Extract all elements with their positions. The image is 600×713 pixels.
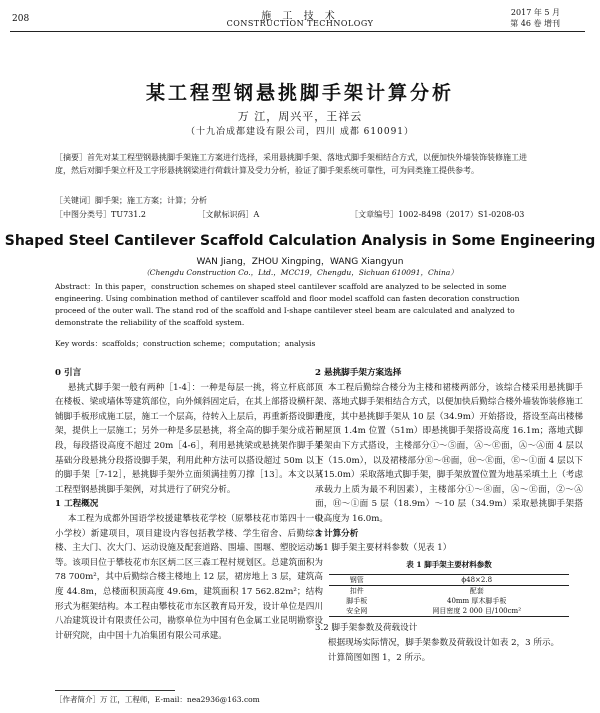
- right-column: [315, 366, 583, 665]
- section2-paragraph: 本工程后勤综合楼分为主楼和裙楼两部分，该综合楼采用悬挑脚手架、落地式脚手架相结合方式，以便加快后勤综合楼外墙装饰装修施工进度，其中悬挑脚手架从 10 层（34.9m）开始搭设，搭设至高出楼梯间屋顶 1.4m 位置（51m）即悬挑脚手架搭设高度 16.1m；落地式脚手架由下方式搭设，主楼部分①～⑤面，Ⓐ～Ⓔ面，Ⓐ～Ⓐ面 4 层以下（15.0m），以及裙楼部分Ⓔ～Ⓗ面，Ⓗ～Ⓔ面，Ⓔ～①面 4 层以下（15.0m）采取落地式脚手架，脚手架放置位置为地基采填土上（考虑承载力上质为最不利因素），主楼部分①～⑧面，Ⓐ～Ⓔ面，②～Ⓐ面，Ⓗ～①面 5 层（18.9m）～10 层（34.9m）采取悬挑脚手架搭设高度为 16.0m。: [315, 382, 583, 524]
- table-cell: 钢管: [329, 575, 384, 586]
- table-cell: 脚手板: [346, 597, 368, 606]
- table1-caption: 表 1 脚手架主要材料参数: [406, 559, 492, 569]
- table-cell: 网目密度 2 000 目/100cm²: [384, 606, 569, 617]
- page-number: 208: [12, 14, 30, 24]
- table-cell: 配套: [469, 587, 484, 596]
- paper-title-en: Shaped Steel Cantilever Scaffold Calculation Analysis in Some Engineering: [4, 233, 596, 249]
- section31-heading: 3.1 脚手架主要材料参数（见表 1）: [315, 543, 452, 554]
- authors-en: WAN Jiang，ZHOU Xingping，WANG Xiangyun: [196, 257, 404, 267]
- section32-paragraph: 根据现场实际情况，脚手架参数及荷载设计如表 2，3 所示。: [327, 637, 560, 648]
- header-rule: [10, 31, 585, 32]
- authors: 万 江，周兴平，王祥云: [237, 110, 363, 123]
- issue-date: 2017 年 5 月: [510, 8, 560, 17]
- section32-paragraph-2: 计算简图如图 1，2 所示。: [327, 652, 431, 663]
- clc-number: ［中图分类号］TU731.2: [55, 210, 146, 219]
- section3-heading: 3 计算分析: [315, 528, 359, 539]
- keywords-cn: ［关键词］脚手架；施工方案；计算；分析: [55, 196, 207, 205]
- section1-paragraph: 本工程为成都外国语学校援建攀枝花学校（原攀枝花市第四十一中小学校）新建项目，项目建设内容包括教学楼、学生宿舍、后勤综合楼、主大门、次大门、运动设施及配套道路、围墙、围堰、塑胶运动场等。该项目位于攀枝花市东区炳二区三森工程村规划区。总建筑面积为 78 700m²，其中后勤综合楼主楼地上 12 层，裙房地上 3 层，建筑高度 44.8m，总楼面积顶高度 49.6m，建筑面积 17 562.82m²；结构形式为框架结构。本工程由攀枝花市东区教育局开发，设计单位是四川八冶建筑设计有限责任公司，勘察单位为中国有色金属工业昆明勘察设计研究院，由中国十九冶集团有限公司承建。: [55, 513, 323, 641]
- page-header: [0, 0, 600, 34]
- table-cell: 安全网: [329, 606, 384, 617]
- table-row: [329, 586, 569, 597]
- table-cell: 扣件: [349, 587, 364, 596]
- abstract-cn: ［摘要］首先对某工程型钢悬挑脚手架施工方案进行选择，采用悬挑脚手架、落地式脚手架相结合方式，以便加快外墙装饰装修施工进度，然后对脚手架立杆及工字形悬挑钢梁进行荷载计算及受力分析，验证了脚手架系统可靠性，可为同类施工提供参考。: [55, 153, 527, 175]
- section1-heading: 1 工程概况: [55, 499, 99, 510]
- issue-volume: 第 46 卷 增刊: [510, 19, 560, 28]
- journal-name-en: CONSTRUCTION TECHNOLOGY: [226, 19, 374, 28]
- footnote-rule: [55, 690, 175, 691]
- table-cell: ϕ48×2.8: [384, 575, 569, 586]
- affiliation: （十九冶成都建设有限公司，四川 成都 610091）: [185, 127, 415, 137]
- journal-name-cn: 施 工 技 术: [261, 11, 339, 22]
- table-row: [329, 606, 569, 617]
- paper-title: 某工程型钢悬挑脚手架计算分析: [145, 82, 454, 104]
- classification-line: [55, 208, 541, 221]
- intro-heading: 0 引言: [55, 368, 82, 378]
- intro-paragraph: 悬挑式脚手架一般有两种［1-4］：一种是每层一挑，将立杆底部顶在楼板、梁或墙体等建筑部位，向外倾斜固定后，在其上部搭设横杆、铺脚手板形成施工层，施工一个层高，待转入上层后，再重新搭设脚手架，提供上一层施工；另外一种是多层悬挑，将全高的脚手架分成若干段，每段搭设高度不超过 20m［4-6］，利用悬挑梁或悬挑架作脚手架基础分段悬挑分段搭设脚手架，利用此种方法可以搭设超过 50m 以上的脚手架［7-12］，悬挑脚手架外立面须满挂剪刀撑［13］。本文以某工程型钢悬挑脚手架例，对其进行了研究分析。: [55, 382, 323, 495]
- section32-heading: 3.2 脚手架参数及荷载设计: [315, 623, 418, 634]
- section2-heading: 2 悬挑脚手架方案选择: [315, 368, 402, 378]
- materials-table: [329, 574, 569, 617]
- document-code: ［文献标识码］A: [197, 210, 260, 219]
- article-number: ［文章编号］1002-8498（2017）S1-0208-03: [350, 210, 525, 219]
- keywords-en: Key words：scaffolds；construction scheme；computation；analysis: [55, 339, 316, 348]
- affiliation-en: （Chengdu Construction Co.，Ltd.，MCC19，Chengdu，Sichuan 610091，China）: [142, 268, 458, 277]
- table-row: [329, 575, 569, 586]
- left-column: [55, 366, 323, 643]
- table-row: [329, 596, 569, 606]
- table-cell: 40mm 厚木脚手板: [447, 597, 507, 606]
- abstract-en: Abstract：In this paper，construction schemes on shaped steel cantilever scaffold are analyzed to be selected in some engineering. Using combination method of cantilever scaffold and floor model scaffold can fasten decoration construction proceed of the outer wall. The stand rod of the scaffold and I-shape cantilever steel beam are calculated and analyzed to demonstrate the reliability of the scaffold system.: [55, 282, 520, 327]
- footnote: ［作者简介］万 江，工程师，E-mail：nea2936@163.com: [55, 695, 260, 704]
